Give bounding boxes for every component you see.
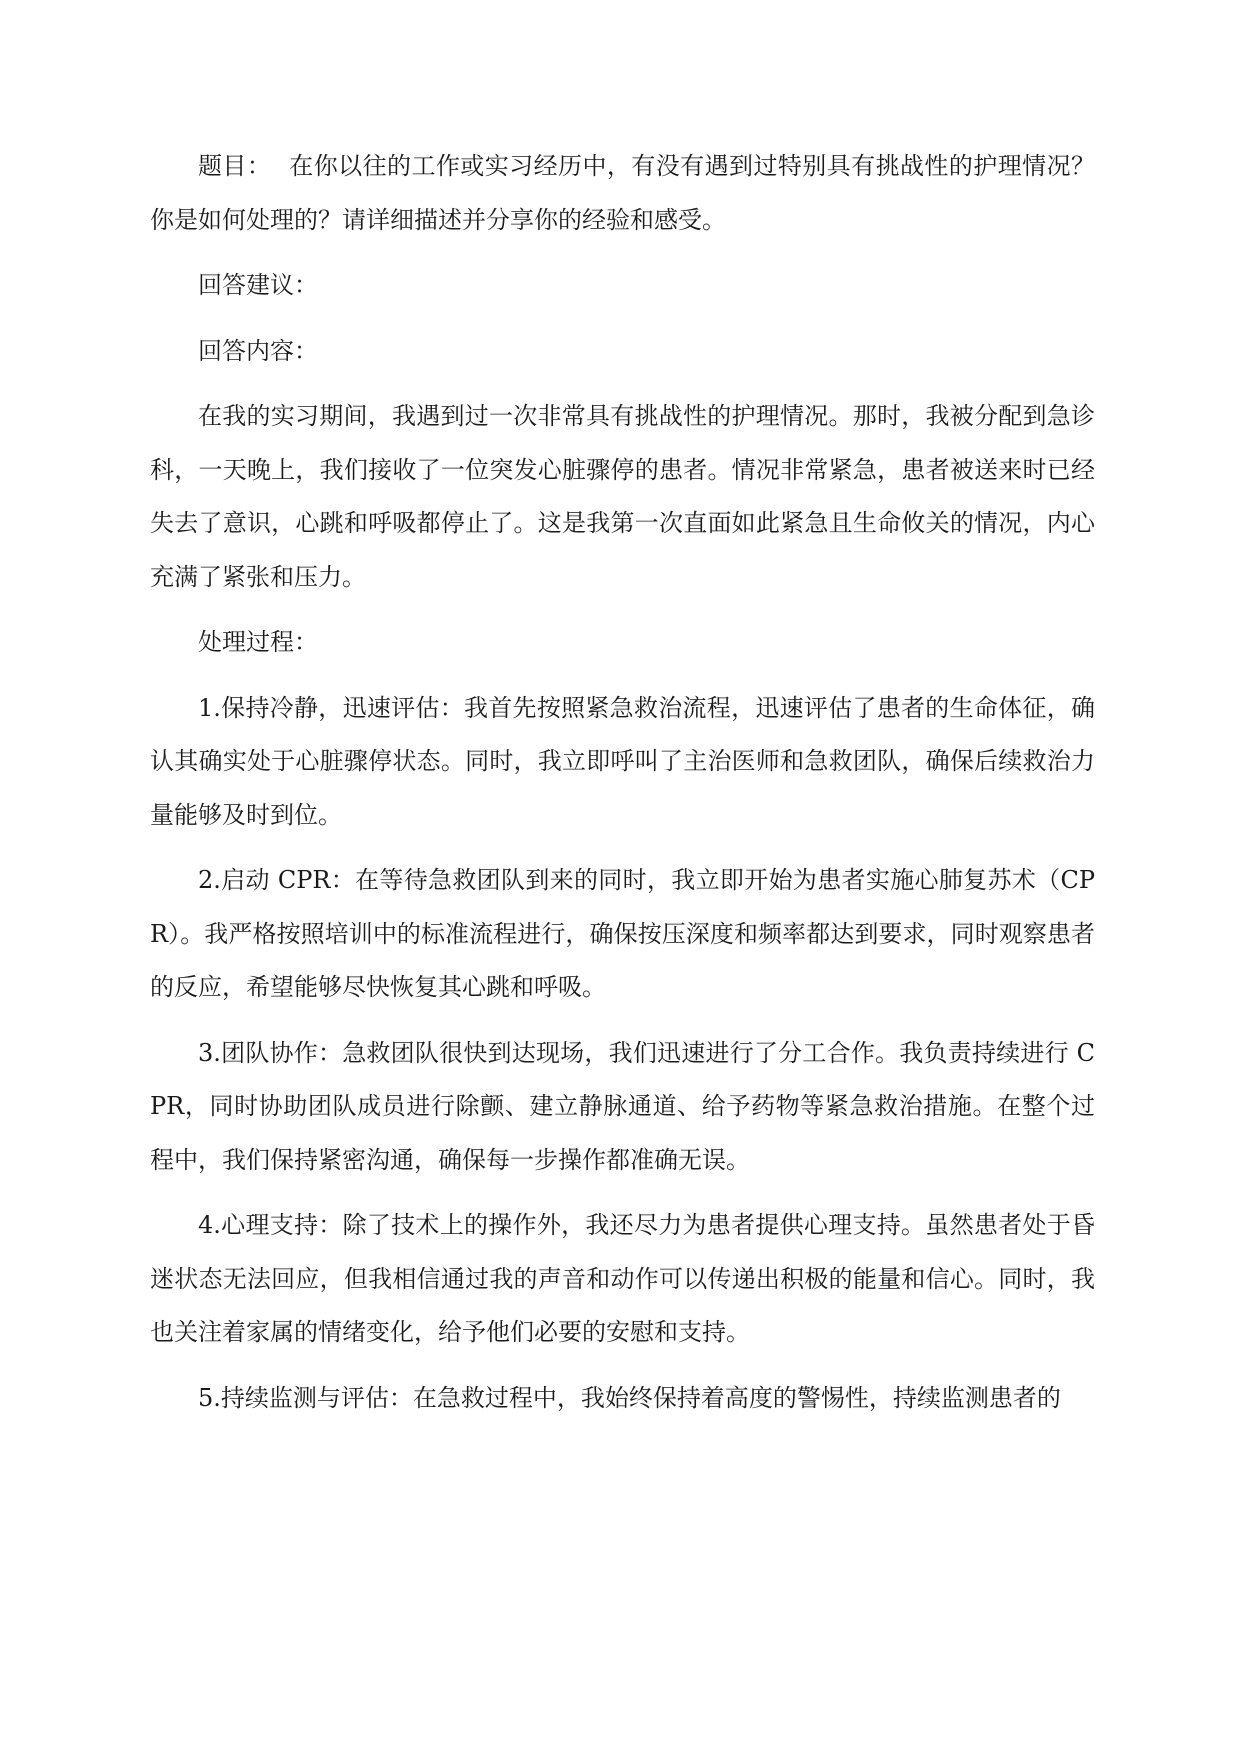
step-5-paragraph: 5.持续监测与评估：在急救过程中，我始终保持着高度的警惕性，持续监测患者的 (198, 1383, 1061, 1412)
question-text: 在你以往的工作或实习经历中，有没有遇到过特别具有挑战性的护理情况？你是如何处理的？请详细描述并分享你的经验和感受。 (150, 152, 1096, 234)
suggestion-heading: 回答建议： (198, 271, 318, 299)
question-paragraph (150, 140, 1095, 247)
step-2-paragraph: 2.启动 CPR：在等待急救团队到来的同时，我立即开始为患者实施心肺复苏术（CPR）。我严格按照培训中的标准流程进行，确保按压深度和频率都达到要求，同时观察患者的反应，希望能够尽快恢复其心跳和呼吸。 (150, 866, 1095, 1001)
document-body (150, 140, 1095, 1437)
intro-paragraph: 在我的实习期间，我遇到过一次非常具有挑战性的护理情况。那时，我被分配到急诊科，一天晚上，我们接收了一位突发心脏骤停的患者。情况非常紧急，患者被送来时已经失去了意识，心跳和呼吸都停止了。这是我第一次直面如此紧急且生命攸关的情况，内心充满了紧张和压力。 (150, 402, 1095, 591)
step-1-paragraph: 1.保持冷静，迅速评估：我首先按照紧急救治流程，迅速评估了患者的生命体征，确认其确实处于心脏骤停状态。同时，我立即呼叫了主治医师和急救团队，确保后续救治力量能够及时到位。 (150, 693, 1095, 829)
question-label: 题目： (198, 152, 272, 180)
answer-heading: 回答内容： (198, 336, 318, 365)
process-heading: 处理过程： (198, 628, 318, 656)
step-3-paragraph: 3.团队协作：急救团队很快到达现场，我们迅速进行了分工合作。我负责持续进行 CPR，同时协助团队成员进行除颤、建立静脉通道、给予药物等紧急救治措施。在整个过程中，我们保持紧密沟通，确保每一步操作都准确无误。 (150, 1038, 1095, 1174)
step-4-paragraph: 4.心理支持：除了技术上的操作外，我还尽力为患者提供心理支持。虽然患者处于昏迷状态无法回应，但我相信通过我的声音和动作可以传递出积极的能量和信心。同时，我也关注着家属的情绪变化，给予他们必要的安慰和支持。 (150, 1211, 1095, 1346)
